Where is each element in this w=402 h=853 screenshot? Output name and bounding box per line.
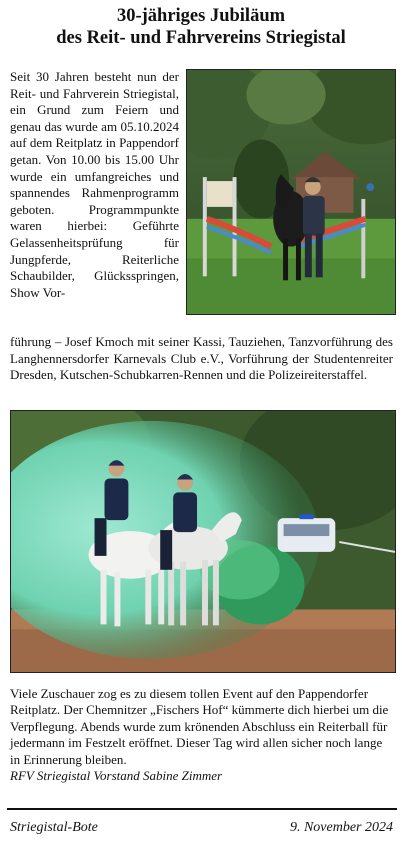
publication-name: Striegistal-Bote (10, 820, 98, 835)
article-closing-text (10, 686, 393, 784)
article-full-width-text: führung – Josef Kmoch mit seiner Kassi, Tauziehen, Tanzvorführung des Langhennersdorfer Karnevals Club e.V., Vorführung der Studentenreiter Dresden, Kutschen-Schubkarren-Rennen und die Polizeireiterstaffel. (10, 334, 393, 383)
closing-paragraph: Viele Zuschauer zog es zu diesem tollen Event auf den Pappendorfer Reitplatz. Der Chemnitzer „Fischers Hof“ kümmerte dich hierbei um die Verpflegung. Abends wurde zum krönenden Abschluss ein Reiterball für jedermann im Festzelt eröffnet. Dieser Tag wird allen sicher noch lange in Erinnerung bleiben. (10, 686, 389, 767)
footer-divider (7, 808, 397, 810)
issue-date: 9. November 2024 (289, 820, 393, 835)
article-column-text: Seit 30 Jahren besteht nun der Reit- und Fahrverein Striegistal, ein Grund zum Feiern und genau das wurde am 05.10.2024 auf dem Reitplatz in Pappendorf getan. Von 10.00 bis 15.00 Uhr wurde ein umfangreiches und spannendes Rahmenprogramm geboten. Programmpunkte waren hierbei: Geführte Gelassenheitsprüfung für Jungpferde, Reiterliche Schaubilder, Glücksspringen, Show Vor- (10, 69, 179, 300)
article-title (0, 5, 402, 49)
author-signature: RFV Striegistal Vorstand Sabine Zimmer (10, 768, 223, 784)
title-line-1: 30-jähriges Jubiläum (116, 6, 286, 26)
title-line-2: des Reit- und Fahrvereins Striegistal (56, 28, 346, 48)
photo-woman-with-horse (186, 69, 396, 315)
photo-riders-in-green-smoke (10, 410, 396, 673)
